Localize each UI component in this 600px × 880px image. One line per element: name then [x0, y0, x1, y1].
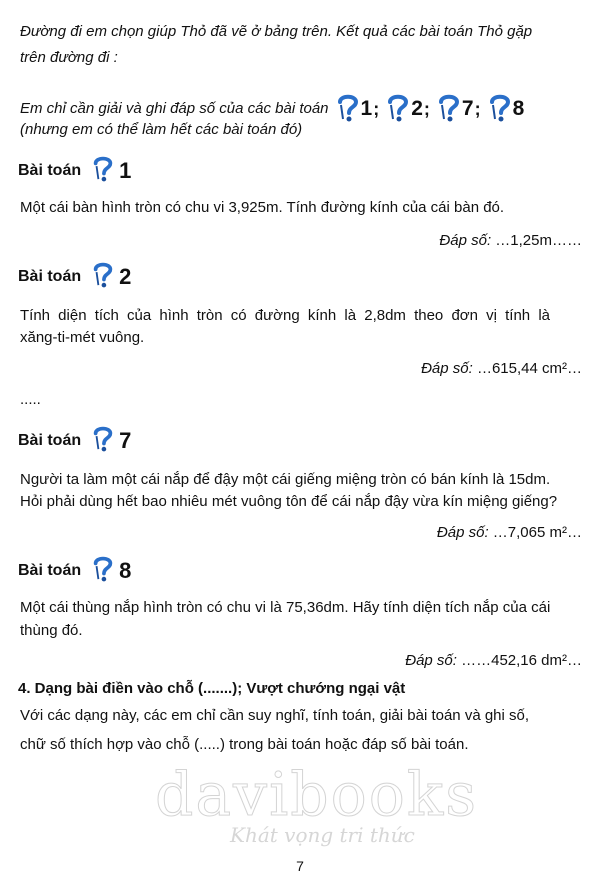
problem-8-text-line-2: thùng đó. [20, 622, 83, 639]
page-number: 7 [296, 858, 304, 874]
problem-number: 8 [119, 557, 132, 583]
intro-line-1: Đường đi em chọn giúp Thỏ đã vẽ ở bảng trên. Kết quả các bài toán Thỏ gặp [20, 23, 533, 40]
problem-heading-2 [18, 258, 131, 295]
question-mark-icon [91, 258, 115, 295]
inline-problem-list [335, 92, 525, 126]
question-mark-icon [385, 92, 411, 126]
intro-line-2: trên đường đi : [20, 49, 118, 66]
problem-7-answer [437, 524, 582, 541]
answer-value: ……452,16 dm²… [461, 652, 582, 669]
question-mark-icon [91, 152, 115, 189]
answer-value: …1,25m…… [495, 232, 582, 249]
intro-line-3-text: Em chỉ cần giải và ghi đáp số của các bài toán [20, 100, 329, 117]
problem-2-answer [421, 360, 582, 377]
problem-2-text-line-2: xăng-ti-mét vuông. [20, 329, 145, 346]
problem-heading-1 [18, 152, 131, 189]
problem-number: 1 [119, 157, 132, 183]
answer-label: Đáp số: [436, 524, 489, 541]
problem-label: Bài toán [18, 161, 82, 179]
separator: ; [373, 99, 380, 119]
question-mark-icon [436, 92, 462, 126]
watermark-brand: davibooks [155, 760, 479, 830]
problem-2-text-line-1: Tính diện tích của hình tròn có đường kính là 2,8dm theo đơn vị tính là [20, 307, 550, 324]
problem-number: 2 [119, 263, 132, 289]
problem-heading-8 [18, 552, 131, 589]
section-4-title: 4. Dạng bài điền vào chỗ (.......); Vượt chướng ngại vật [18, 680, 406, 697]
inline-problem-1: 1 [360, 97, 373, 120]
answer-label: Đáp số: [421, 360, 473, 377]
ellipsis: ..... [20, 391, 41, 408]
problem-label: Bài toán [18, 431, 82, 449]
problem-8-answer [405, 652, 582, 669]
problem-label: Bài toán [18, 561, 82, 579]
problem-1-text-line-1: Một cái bàn hình tròn có chu vi 3,925m. Tính đường kính của cái bàn đó. [20, 199, 505, 216]
problem-7-text-line-2: Hỏi phải dùng hết bao nhiêu mét vuông tôn để cái nắp đậy vừa kín miệng giếng? [20, 493, 558, 510]
answer-label: Đáp số: [405, 652, 457, 669]
section-4-line-1: Với các dạng này, các em chỉ cần suy nghĩ, tính toán, giải bài toán và ghi số, [20, 707, 530, 724]
problem-1-answer [439, 232, 582, 249]
watermark-slogan: Khát vọng tri thức [230, 823, 415, 847]
intro-line-4: (nhưng em có thể làm hết các bài toán đó) [20, 121, 303, 138]
question-mark-icon [91, 422, 115, 459]
question-mark-icon [487, 92, 513, 126]
question-mark-icon [91, 552, 115, 589]
section-4-line-2: chữ số thích hợp vào chỗ (.....) trong bài toán hoặc đáp số bài toán. [20, 736, 469, 753]
separator: ; [423, 99, 430, 119]
inline-problem-8: 8 [512, 97, 525, 120]
answer-value: …7,065 m²… [492, 524, 582, 541]
problem-8-text-line-1: Một cái thùng nắp hình tròn có chu vi là 75,36dm. Hãy tính diện tích nắp của cái [20, 599, 551, 616]
question-mark-icon [335, 92, 361, 126]
problem-label: Bài toán [18, 267, 82, 285]
answer-label: Đáp số: [439, 232, 492, 249]
inline-problem-2: 2 [411, 97, 423, 120]
problem-heading-7 [18, 422, 131, 459]
separator: ; [474, 99, 481, 119]
inline-problem-7: 7 [461, 97, 474, 120]
answer-value: …615,44 cm²… [476, 360, 582, 377]
problem-number: 7 [119, 427, 132, 453]
problem-7-text-line-1: Người ta làm một cái nắp để đậy một cái giếng miệng tròn có bán kính là 15dm. [20, 471, 551, 488]
